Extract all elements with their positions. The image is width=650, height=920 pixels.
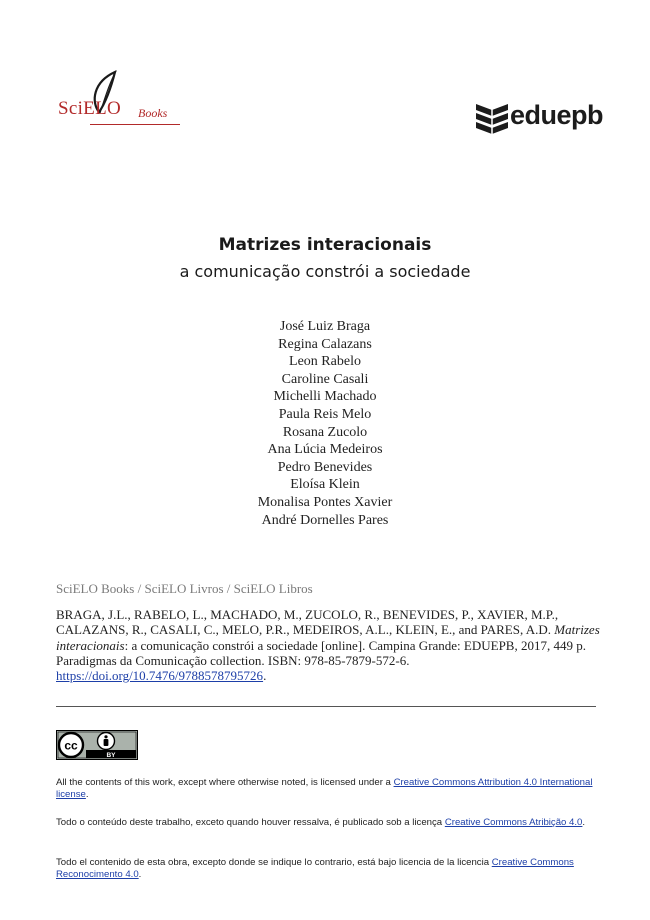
author-name: Eloísa Klein — [290, 477, 360, 493]
book-subtitle: a comunicação constrói a sociedade — [179, 262, 471, 281]
author-name: Pedro Benevides — [277, 459, 373, 475]
citation-title: Matrizes interacionais — [56, 622, 600, 653]
license-portuguese — [56, 817, 616, 829]
divider — [56, 706, 596, 707]
scielo-books-logo — [50, 66, 190, 128]
author-list — [0, 318, 650, 529]
citation-tail: . — [263, 668, 267, 684]
doi-link[interactable]: https://doi.org/10.7476/9788578795726 — [56, 668, 264, 684]
eduepb-logo — [474, 98, 604, 138]
author-name: Leon Rabelo — [289, 354, 361, 370]
book-title: Matrizes interacionais — [218, 235, 432, 255]
citation-authors: BRAGA, J.L., RABELO, L., MACHADO, M., ZUCOLO, R., BENEVIDES, P., XAVIER, M.P., CALAZANS, R., CASALI, C., MELO, P.R., MEDEIROS, A.L., KLEIN, E., and PARES, A.D. — [56, 607, 559, 638]
author-name: Ana Lúcia Medeiros — [267, 442, 383, 458]
author-name: Rosana Zucolo — [282, 424, 368, 440]
license-text: Todo el contenido de esta obra, excepto donde se indique lo contrario, está bajo licencia de la licencia — [56, 857, 492, 868]
cc-license-link-es[interactable]: Creative Commons Reconocimento 4.0 — [56, 857, 574, 880]
cc-license-link-en[interactable]: Creative Commons Attribution 4.0 International license — [56, 777, 593, 800]
author-name: Regina Calazans — [278, 336, 372, 352]
citation-details: : a comunicação constrói a sociedade [online]. Campina Grande: EDUEPB, 2017, 449 p. Paradigmas da Comunicação collection. ISBN: 978-85-7879-572-6. — [56, 637, 586, 668]
citation-block — [56, 607, 601, 683]
scielo-underline — [90, 124, 180, 125]
license-tail: . — [138, 868, 142, 880]
book-pages-icon — [474, 98, 510, 136]
author-name: Caroline Casali — [281, 371, 369, 387]
author-name: André Dornelles Pares — [261, 512, 389, 528]
series-line: SciELO Books / SciELO Livros / SciELO Libros — [56, 581, 313, 596]
author-name: Paula Reis Melo — [278, 406, 372, 422]
cc-by-icon[interactable] — [56, 730, 138, 760]
license-text: Todo o conteúdo deste trabalho, exceto quando houver ressalva, é publicado sob a licença — [56, 817, 445, 828]
by-label: BY — [106, 751, 116, 759]
scielo-books-text: Books — [138, 106, 168, 120]
author-name: José Luiz Braga — [279, 319, 371, 334]
license-tail: . — [85, 788, 89, 800]
license-text: All the contents of this work, except where otherwise noted, is licensed under a — [56, 777, 394, 788]
license-tail: . — [582, 817, 586, 828]
license-spanish — [56, 857, 616, 880]
scielo-brand-text: SciELO — [58, 98, 122, 119]
author-name: Michelli Machado — [273, 389, 377, 405]
cc-license-link-pt[interactable]: Creative Commons Atribição 4.0 — [444, 817, 583, 828]
eduepb-brand-text: eduepb — [510, 100, 604, 130]
cc-label: cc — [64, 738, 78, 753]
license-english — [56, 777, 616, 800]
author-name: Monalisa Pontes Xavier — [257, 494, 393, 510]
